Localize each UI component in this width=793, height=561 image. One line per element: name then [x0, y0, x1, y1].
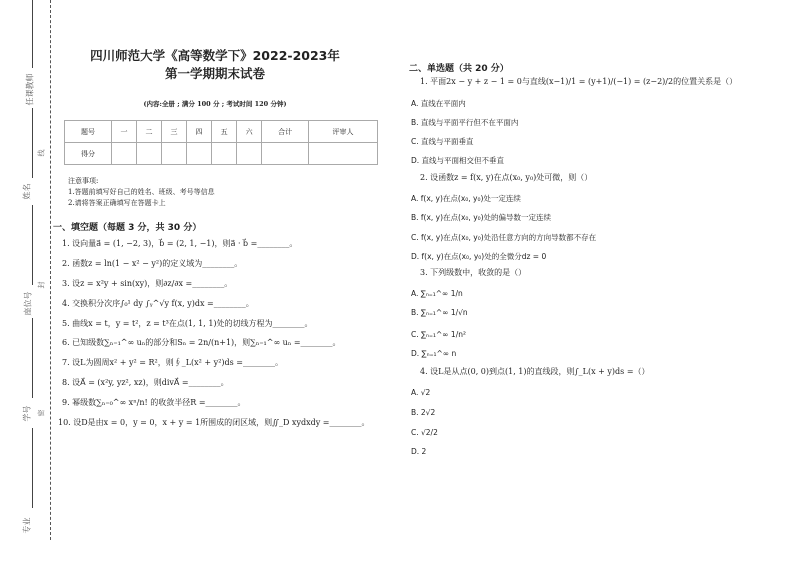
- choice-option[interactable]: D. f(x, y)在点(x₀, y₀)处的全微分dz = 0: [411, 252, 547, 261]
- score-cell[interactable]: [212, 143, 237, 165]
- exam-title: 四川师范大学《高等数学下》2022-2023年: [90, 48, 340, 63]
- choice-option[interactable]: B. 直线与平面平行但不在平面内: [411, 118, 519, 127]
- choice-option[interactable]: A. ∑ₙ₌₁^∞ 1/n: [411, 289, 463, 298]
- fill-question: 4. 交换积分次序∫₀¹ dy ∫ᵧ^√y f(x, y)dx =________。: [62, 299, 254, 308]
- score-cell[interactable]: [187, 143, 212, 165]
- choice-option[interactable]: B. f(x, y)在点(x₀, y₀)处的偏导数一定连续: [411, 213, 552, 222]
- table-cell: 五: [212, 121, 237, 143]
- table-cell: 合计: [262, 121, 309, 143]
- choice-option[interactable]: C. f(x, y)在点(x₀, y₀)处沿任意方向的方向导数都不存在: [411, 233, 597, 242]
- exam-subtitle: (内容:全册 ; 满分 100 分 ; 考试时间 120 分钟): [143, 100, 287, 108]
- seal-char: 封: [37, 281, 46, 289]
- notes-title: 注意事项:: [68, 177, 99, 185]
- choice-option[interactable]: B. 2√2: [411, 408, 436, 417]
- exam-title-line2: 第一学期期末试卷: [164, 66, 265, 81]
- fill-question: 10. 设D是由x = 0，y = 0，x + y = 1所围成的闭区域，则∬_D xydxdy =________。: [58, 418, 370, 427]
- choice-option[interactable]: C. 直线与平面垂直: [411, 137, 474, 146]
- student-id-label: 学号: [22, 405, 32, 422]
- fill-question: 2. 函数z = ln(1 − x² − y²)的定义域为________。: [62, 259, 243, 268]
- score-table: [64, 120, 378, 165]
- section2-heading: 二、单选题（共 20 分）: [409, 64, 509, 74]
- name-label: 姓名: [22, 183, 32, 200]
- note-item: 2.请将答案正确填写在答题卡上: [68, 199, 166, 207]
- fill-question: 9. 幂级数∑ₙ₌₀^∞ xⁿ/n! 的收敛半径R =________。: [62, 398, 246, 407]
- table-cell: 三: [162, 121, 187, 143]
- choice-question: 1. 平面2x − y + z − 1 = 0与直线(x−1)/1 = (y+1)/(−1) = (z−2)/2的位置关系是（）: [420, 77, 738, 86]
- score-cell[interactable]: [237, 143, 262, 165]
- table-row: [65, 143, 378, 165]
- table-cell: 二: [136, 121, 161, 143]
- seal-dashed-line: [50, 0, 51, 540]
- table-row: [65, 121, 378, 143]
- table-cell: 评审人: [309, 121, 378, 143]
- choice-option[interactable]: D. 直线与平面相交但不垂直: [411, 156, 505, 165]
- choice-option[interactable]: C. √2/2: [411, 428, 438, 437]
- choice-option[interactable]: B. ∑ₙ₌₁^∞ 1/√n: [411, 308, 468, 317]
- fill-question: 1. 设向量a⃗ = (1, −2, 3)，b⃗ = (2, 1, −1)，则a⃗ · b⃗ =________。: [62, 239, 298, 248]
- seal-char: 线: [37, 149, 46, 157]
- note-item: 1.答题前填写好自己的姓名、班级、考号等信息: [68, 188, 215, 196]
- score-cell[interactable]: [136, 143, 161, 165]
- score-cell[interactable]: [262, 143, 309, 165]
- fill-question: 8. 设A⃗ = (x²y, yz², xz)，则divA⃗ =________。: [62, 378, 229, 387]
- choice-question: 4. 设L是从点(0, 0)到点(1, 1)的直线段，则∫_L(x + y)ds =（）: [420, 367, 650, 376]
- score-cell[interactable]: [162, 143, 187, 165]
- binding-line: [32, 428, 33, 508]
- fill-question: 5. 曲线x = t，y = t²，z = t³在点(1, 1, 1)处的切线方程为________。: [62, 319, 313, 328]
- table-cell: 四: [187, 121, 212, 143]
- fill-question: 7. 设L为圆周x² + y² = R²，则∮_L(x² + y²)ds =________。: [62, 358, 284, 367]
- teacher-label: 任课教师: [25, 73, 35, 106]
- choice-question: 3. 下列级数中，收敛的是（）: [420, 268, 527, 277]
- seat-label: 座位号: [23, 291, 33, 316]
- fill-question: 6. 已知级数∑ₙ₌₁^∞ uₙ的部分和Sₙ = 2n/(n+1)，则∑ₙ₌₁^∞ uₙ =________。: [62, 338, 341, 347]
- binding-line: [32, 0, 33, 68]
- choice-option[interactable]: D. 2: [411, 447, 427, 456]
- table-cell: 题号: [65, 121, 112, 143]
- fill-question: 3. 设z = x²y + sin(xy)，则∂z/∂x =________。: [62, 279, 233, 288]
- choice-option[interactable]: D. ∑ₙ₌₁^∞ n: [411, 349, 457, 358]
- binding-line: [32, 318, 33, 398]
- table-cell: 一: [111, 121, 136, 143]
- choice-option[interactable]: A. f(x, y)在点(x₀, y₀)处一定连续: [411, 194, 521, 203]
- binding-line: [32, 205, 33, 285]
- major-label: 专业: [22, 517, 32, 534]
- score-cell[interactable]: [309, 143, 378, 165]
- section1-heading: 一、填空题（每题 3 分，共 30 分）: [53, 223, 202, 233]
- score-cell[interactable]: [111, 143, 136, 165]
- choice-option[interactable]: A. √2: [411, 388, 431, 397]
- binding-line: [32, 108, 33, 178]
- choice-question: 2. 设函数z = f(x, y)在点(x₀, y₀)处可微，则（）: [420, 173, 593, 182]
- table-cell: 得分: [65, 143, 112, 165]
- choice-option[interactable]: A. 直线在平面内: [411, 99, 466, 108]
- seal-char: 密: [37, 409, 46, 417]
- table-cell: 六: [237, 121, 262, 143]
- choice-option[interactable]: C. ∑ₙ₌₁^∞ 1/n²: [411, 330, 466, 339]
